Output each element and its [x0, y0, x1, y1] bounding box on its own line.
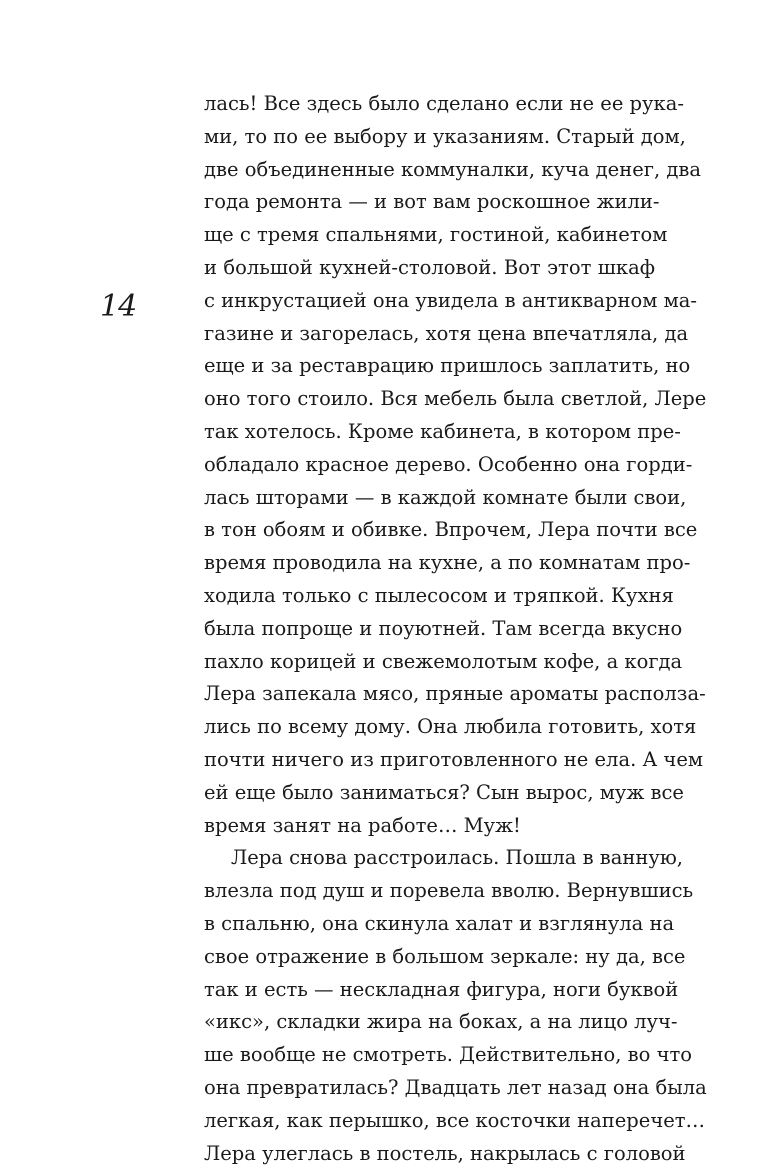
- text-line: ей еще было заниматься? Сын вырос, муж все: [204, 777, 655, 810]
- text-line: еще и за реставрацию пришлось заплатить, но: [204, 350, 655, 383]
- text-line: года ремонта — и вот вам роскошное жили-: [204, 186, 655, 219]
- text-line: время проводила на кухне, а по комнатам про-: [204, 547, 655, 580]
- text-line: ше вообще не смотреть. Действительно, во что: [204, 1039, 655, 1072]
- paragraph-start-line: Лера снова расстроилась. Пошла в ванную,: [204, 842, 655, 875]
- text-line: оно того стоило. Вся мебель была светлой, Лере: [204, 383, 655, 416]
- text-line: две объединенные коммуналки, куча денег, два: [204, 154, 655, 187]
- text-line: влезла под душ и поревела вволю. Вернувшись: [204, 875, 655, 908]
- paragraph-end-line: время занят на работе… Муж!: [204, 810, 655, 843]
- text-line: свое отражение в большом зеркале: ну да, все: [204, 941, 655, 974]
- text-line: она превратилась? Двадцать лет назад она была: [204, 1072, 655, 1105]
- text-line: обладало красное дерево. Особенно она горди-: [204, 449, 655, 482]
- page-number: 14: [100, 292, 136, 322]
- text-line: лась шторами — в каждой комнате были свои,: [204, 482, 655, 515]
- text-line: в спальню, она скинула халат и взглянула на: [204, 908, 655, 941]
- text-line: ходила только с пылесосом и тряпкой. Кухня: [204, 580, 655, 613]
- text-line: газине и загорелась, хотя цена впечатляла, да: [204, 318, 655, 351]
- text-line: ми, то по ее выбору и указаниям. Старый дом,: [204, 121, 655, 154]
- text-line: «икс», складки жира на боках, а на лицо луч-: [204, 1006, 655, 1039]
- text-line: пахло корицей и свежемолотым кофе, а когда: [204, 646, 655, 679]
- text-line: и большой кухней-столовой. Вот этот шкаф: [204, 252, 655, 285]
- text-line: лась! Все здесь было сделано если не ее рука-: [204, 88, 655, 121]
- text-line: ще с тремя спальнями, гостиной, кабинетом: [204, 219, 655, 252]
- text-line: почти ничего из приготовленного не ела. А чем: [204, 744, 655, 777]
- text-line: в тон обоям и обивке. Впрочем, Лера почти все: [204, 514, 655, 547]
- text-line: легкая, как перышко, все косточки наперечет…: [204, 1105, 655, 1138]
- text-line: так хотелось. Кроме кабинета, в котором пре-: [204, 416, 655, 449]
- text-line: с инкрустацией она увидела в антикварном ма-: [204, 285, 655, 318]
- text-line: была попроще и поуютней. Там всегда вкусно: [204, 613, 655, 646]
- text-line: Лера улеглась в постель, накрылась с головой: [204, 1138, 655, 1170]
- text-line: Лера запекала мясо, пряные ароматы располза-: [204, 678, 655, 711]
- text-line: так и есть — нескладная фигура, ноги буквой: [204, 974, 655, 1007]
- text-line: лись по всему дому. Она любила готовить, хотя: [204, 711, 655, 744]
- body-text: [204, 88, 655, 1170]
